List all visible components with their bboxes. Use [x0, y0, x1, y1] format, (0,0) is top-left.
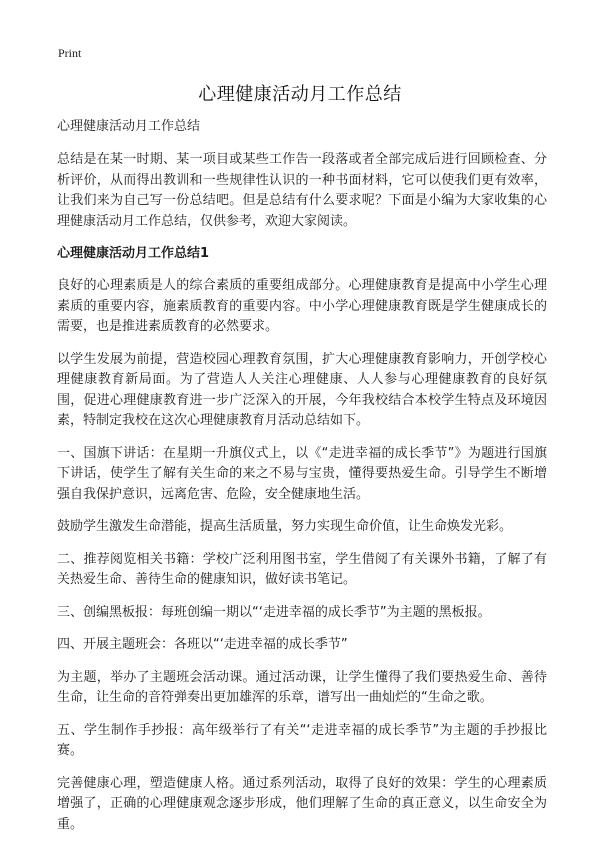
print-link[interactable]: Print [58, 46, 82, 60]
section-heading: 心理健康活动月工作总结1 [57, 246, 210, 261]
paragraph: 为主题，举办了主题班会活动课。通过活动课，让学生懂得了我们要热爱生命、善待生命，让生命的音符弹奏出更加雄浑的乐章，谱写出一曲灿烂的“生命之歌。 [57, 669, 547, 705]
paragraph: 一、国旗下讲话：在星期一升旗仪式上，以《“走进幸福的成长季节”》为题进行国旗下讲话，使学生了解有关生命的来之不易与宝贵，懂得要热爱生命。引导学生不断增强自我保护意识，远离危害、危险，安全健康地生活。 [57, 445, 547, 502]
paragraph: 四、开展主题班会：各班以“‘走进幸福的成长季节” [57, 637, 348, 652]
paragraph: 二、推荐阅览相关书籍：学校广泛利用图书室，学生借阅了有关课外书籍，了解了有关热爱生命、善待生命的健康知识，做好读书笔记。 [57, 551, 547, 587]
paragraph: 良好的心理素质是人的综合素质的重要组成部分。心理健康教育是提高中小学生心理素质的重要内容，施素质教育的重要内容。中小学心理健康教育既是学生健康成长的需要，也是推进素质教育的必然要求。 [57, 278, 547, 334]
paragraph: 鼓励学生激发生命潜能，提高生活质量，努力实现生命价值，让生命焕发光彩。 [57, 519, 513, 534]
paragraph: 三、创编黑板报：每班创编一期以“‘走进幸福的成长季节”为主题的黑板报。 [57, 604, 491, 620]
paragraph: 以学生发展为前提，营造校园心理教育氛围，扩大心理健康教育影响力，开创学校心理健康教育新局面。为了营造人人关注心理健康、人人参与心理健康教育的良好氛围，促进心理健康教育进一步广泛深入的开展，今年我校结合本校学生特点及环境因素，特制定我校在这次心理健康教育月活动总结如下。 [57, 351, 547, 428]
article-subtitle: 心理健康活动月工作总结 [57, 119, 201, 134]
paragraph: 五、学生制作手抄报：高年级举行了有关“‘走进幸福的成长季节”为主题的手抄报比赛。 [57, 722, 547, 758]
intro-paragraph: 总结是在某一时期、某一项目或某些工作告一段落或者全部完成后进行回顾检查、分析评价，从而得出教训和一些规律性认识的一种书面材料，它可以使我们更有效率，让我们来为自己写一份总结吧。但是总结有什么要求呢？下面是小编为大家收集的心理健康活动月工作总结，仅供参考，欢迎大家阅读。 [57, 152, 547, 229]
page-title: 心理健康活动月工作总结 [198, 84, 402, 105]
article-body [57, 117, 547, 847]
paragraph: 完善健康心理，塑造健康人格。通过系列活动，取得了良好的效果：学生的心理素质增强了，正确的心理健康观念逐步形成，他们理解了生命的真正意义，以生命安全为重。 [57, 775, 547, 832]
